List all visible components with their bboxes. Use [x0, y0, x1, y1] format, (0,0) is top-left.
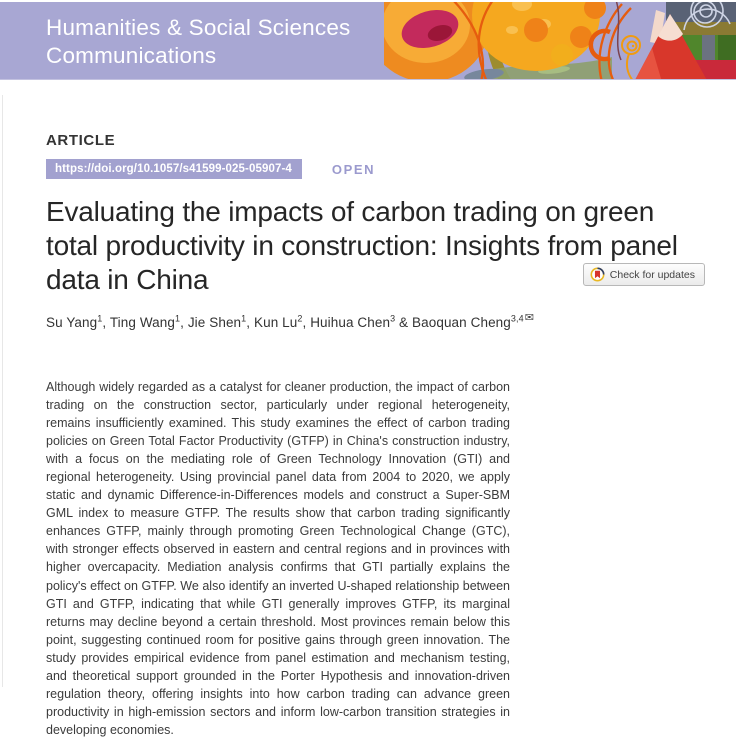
author-affiliation-sup: 1	[97, 313, 102, 323]
doi-link[interactable]: https://doi.org/10.1057/s41599-025-05907-4	[46, 159, 302, 179]
journal-title	[46, 14, 350, 70]
check-for-updates-button[interactable]	[583, 263, 705, 286]
author-affiliation-sup: 2	[297, 313, 302, 323]
crossmark-icon	[590, 267, 605, 282]
open-access-label: OPEN	[332, 162, 375, 177]
journal-banner	[0, 2, 736, 80]
abstract-text: Although widely regarded as a catalyst for cleaner production, the impact of carbon trading on the construction sector, particularly under regional heterogeneity, remains insufficiently examined. This study examines the effect of carbon trading policies on Green Total Factor Productivity (GTFP) in China's construction industry, with a focus on the mediating role of Green Technology Innovation (GTI) and regional heterogeneity. Using provincial panel data from 2004 to 2020, we apply static and dynamic Difference-in-Differences models and construct a Super-SBM GML index to measure GTFP. The results show that carbon trading significantly enhances GTFP, mainly through promoting Green Technological Change (GTC), with stronger effects observed in eastern and central regions and in provinces with higher overcapacity. Mediation analysis confirms that GTI partially explains the policy's effect on GTFP. We also identify an inverted U-shaped relationship between GTI and GTFP, indicating that while GTI generally improves GTFP, its marginal returns may decline beyond a certain threshold. Most provinces remain below this point, suggesting continued room for positive gains through green innovation. The study provides empirical evidence from panel estimation and mechanism testing, and theoretical support grounded in the Porter Hypothesis and innovation-driven regulation theory, offering insights into how carbon trading can advance green productivity in high-emission sectors and inform low-carbon transition strategies in developing economies.	[46, 378, 510, 739]
article-type-label: ARTICLE	[46, 132, 705, 149]
author-affiliation-sup: 1	[241, 313, 246, 323]
author-names: Su Yang$^1$, Ting Wang$^1$, Jie Shen$^1$, Kun Lu$^2$, Huihua Chen$^3$ & Baoquan Cheng$^{3,4}$	[46, 315, 524, 330]
banner-artwork-illustration	[384, 2, 736, 80]
author-affiliation-sup: 3	[390, 313, 395, 323]
corresponding-author-email-icon[interactable]: ✉	[525, 312, 534, 324]
author-affiliation-sup: 3,4	[511, 313, 524, 323]
article-title: Evaluating the impacts of carbon trading on green total productivity in construction: Insights from panel data in China	[46, 195, 705, 297]
journal-title-line1: Humanities & Social Sciences	[46, 14, 350, 42]
article-page	[0, 132, 736, 739]
doi-row	[46, 159, 705, 179]
author-affiliation-sup: 1	[175, 313, 180, 323]
journal-title-line2: Communications	[46, 42, 350, 70]
author-list	[46, 311, 705, 330]
artwork-spiral	[622, 36, 640, 80]
check-for-updates-label: Check for updates	[610, 269, 695, 281]
